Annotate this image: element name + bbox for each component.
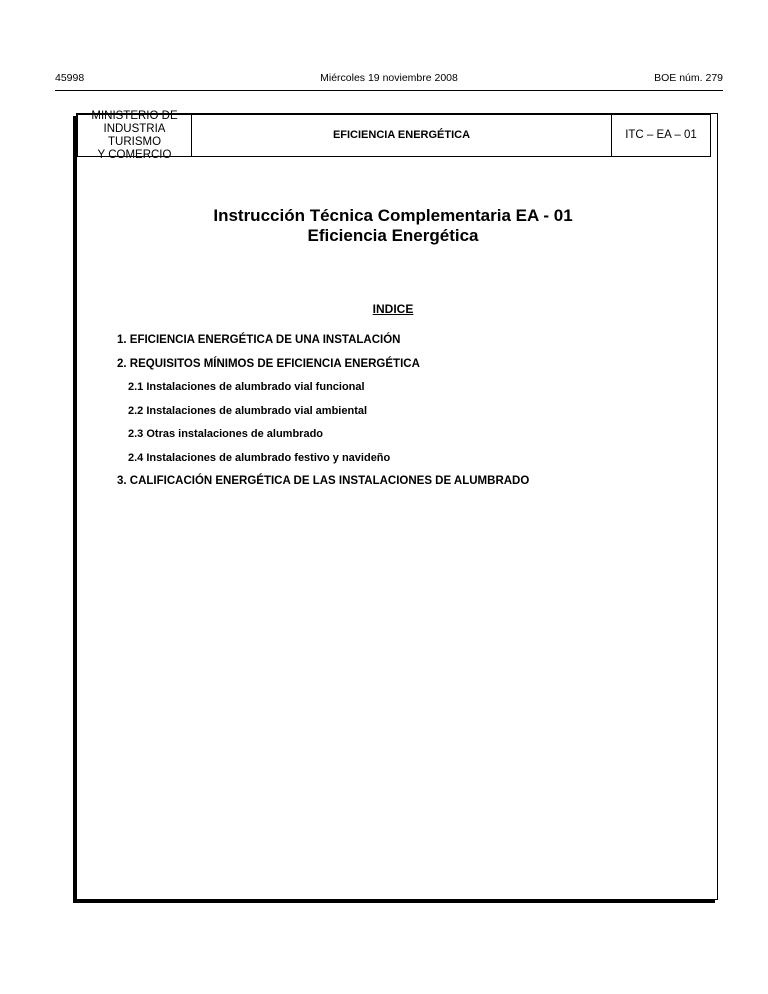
title-line-1: Instrucción Técnica Complementaria EA - 01 <box>213 206 573 225</box>
toc-subitem: 2.4 Instalaciones de alumbrado festivo y navideño <box>128 451 391 464</box>
toc-subitem: 2.1 Instalaciones de alumbrado vial funcional <box>128 381 365 393</box>
publication-date: Miércoles 19 noviembre 2008 <box>320 72 458 84</box>
ministry-line: Y COMERCIO <box>97 148 172 161</box>
toc-subitem: 2.3 Otras instalaciones de alumbrado <box>128 428 324 440</box>
toc-item: 3. CALIFICACIÓN ENERGÉTICA DE LAS INSTALACIONES DE ALUMBRADO <box>117 475 530 487</box>
ministry-line: MINISTERIO DE <box>91 109 178 122</box>
document-title <box>77 206 709 246</box>
subject-cell: EFICIENCIA ENERGÉTICA <box>192 115 612 156</box>
header-table <box>77 109 711 161</box>
toc-item: 2. REQUISITOS MÍNIMOS DE EFICIENCIA ENERGÉTICA <box>117 357 420 370</box>
index-heading: INDICE <box>372 302 414 316</box>
table-of-contents <box>117 332 697 497</box>
ministry-line: INDUSTRIA TURISMO <box>103 122 166 148</box>
bulletin-number: BOE núm. 279 <box>654 72 723 84</box>
toc-item: 1. EFICIENCIA ENERGÉTICA DE UNA INSTALACIÓN <box>117 334 401 346</box>
running-head <box>55 72 723 91</box>
toc-subitem: 2.2 Instalaciones de alumbrado vial ambiental <box>128 404 368 417</box>
code-cell: ITC – EA – 01 <box>625 129 697 141</box>
ministry-cell <box>78 109 192 161</box>
title-line-2: Eficiencia Energética <box>307 226 479 245</box>
document-frame <box>76 109 718 900</box>
page-number: 45998 <box>55 72 85 84</box>
